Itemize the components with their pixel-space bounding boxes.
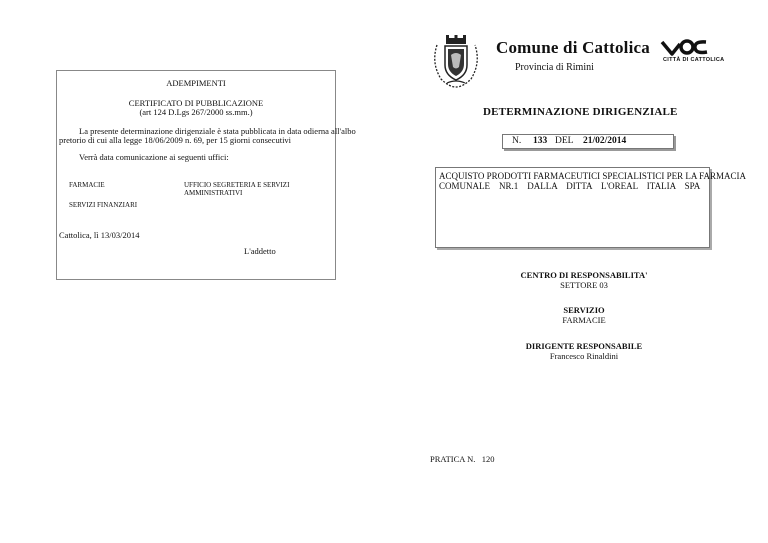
cert-title: CERTIFICATO DI PUBBLICAZIONE: [128, 98, 264, 108]
centro-label: CENTRO DI RESPONSABILITA': [520, 270, 648, 280]
number-box: [502, 134, 674, 149]
subject-line-1: ACQUISTO PRODOTTI FARMACEUTICI SPECIALISTICI PER LA FARMACIA: [439, 171, 747, 181]
comune-title: Comune di Cattolica: [496, 38, 650, 57]
provincia: Provincia di Rimini: [515, 62, 594, 73]
comunicazione-text: Verrà data comunicazione ai seguenti uffici:: [79, 152, 229, 162]
centro-value: SETTORE 03: [560, 280, 608, 290]
adempimenti-box: [56, 70, 356, 280]
del-label: DEL: [555, 136, 574, 146]
office-finanziari: SERVIZI FINANZIARI: [69, 201, 138, 209]
logo-text: CITTÀ DI CATTOLICA: [663, 57, 725, 63]
cert-ref: (art 124 D.Lgs 267/2000 ss.mm.): [139, 107, 253, 117]
det-date: 21/02/2014: [583, 136, 627, 146]
dirigente-value: Francesco Rinaldini: [549, 351, 619, 361]
servizio-label: SERVIZIO: [563, 305, 605, 315]
det-number: 133: [533, 136, 548, 146]
office-farmacie: FARMACIE: [69, 181, 105, 189]
office-segreteria-2: AMMINISTRATIVI: [184, 189, 243, 197]
pub-line-1: La presente determinazione dirigenziale è stata pubblicata in data odierna all'albo: [79, 126, 356, 136]
office-segreteria-1: UFFICIO SEGRETERIA E SERVIZI: [184, 181, 290, 189]
subject-box: [435, 167, 747, 248]
subject-line-2: COMUNALE NR.1 DALLA DITTA L'OREAL ITALIA SPA: [439, 181, 701, 191]
addetto-label: L'addetto: [244, 246, 276, 256]
adempimenti-heading: ADEMPIMENTI: [166, 78, 226, 88]
determinazione-title: DETERMINAZIONE DIRIGENZIALE: [483, 106, 678, 118]
n-label: N.: [512, 136, 522, 146]
coat-of-arms-icon: [427, 33, 485, 89]
dirigente-label: DIRIGENTE RESPONSABILE: [525, 341, 643, 351]
pratica-number: PRATICA N. 120: [430, 454, 495, 464]
servizio-value: FARMACIE: [562, 315, 606, 325]
cattolica-logo-icon: [660, 38, 714, 56]
place-date: Cattolica, lì 13/03/2014: [59, 230, 140, 240]
pub-line-2: pretorio di cui alla legge 18/06/2009 n. 69, per 15 giorni consecutivi: [59, 135, 292, 145]
